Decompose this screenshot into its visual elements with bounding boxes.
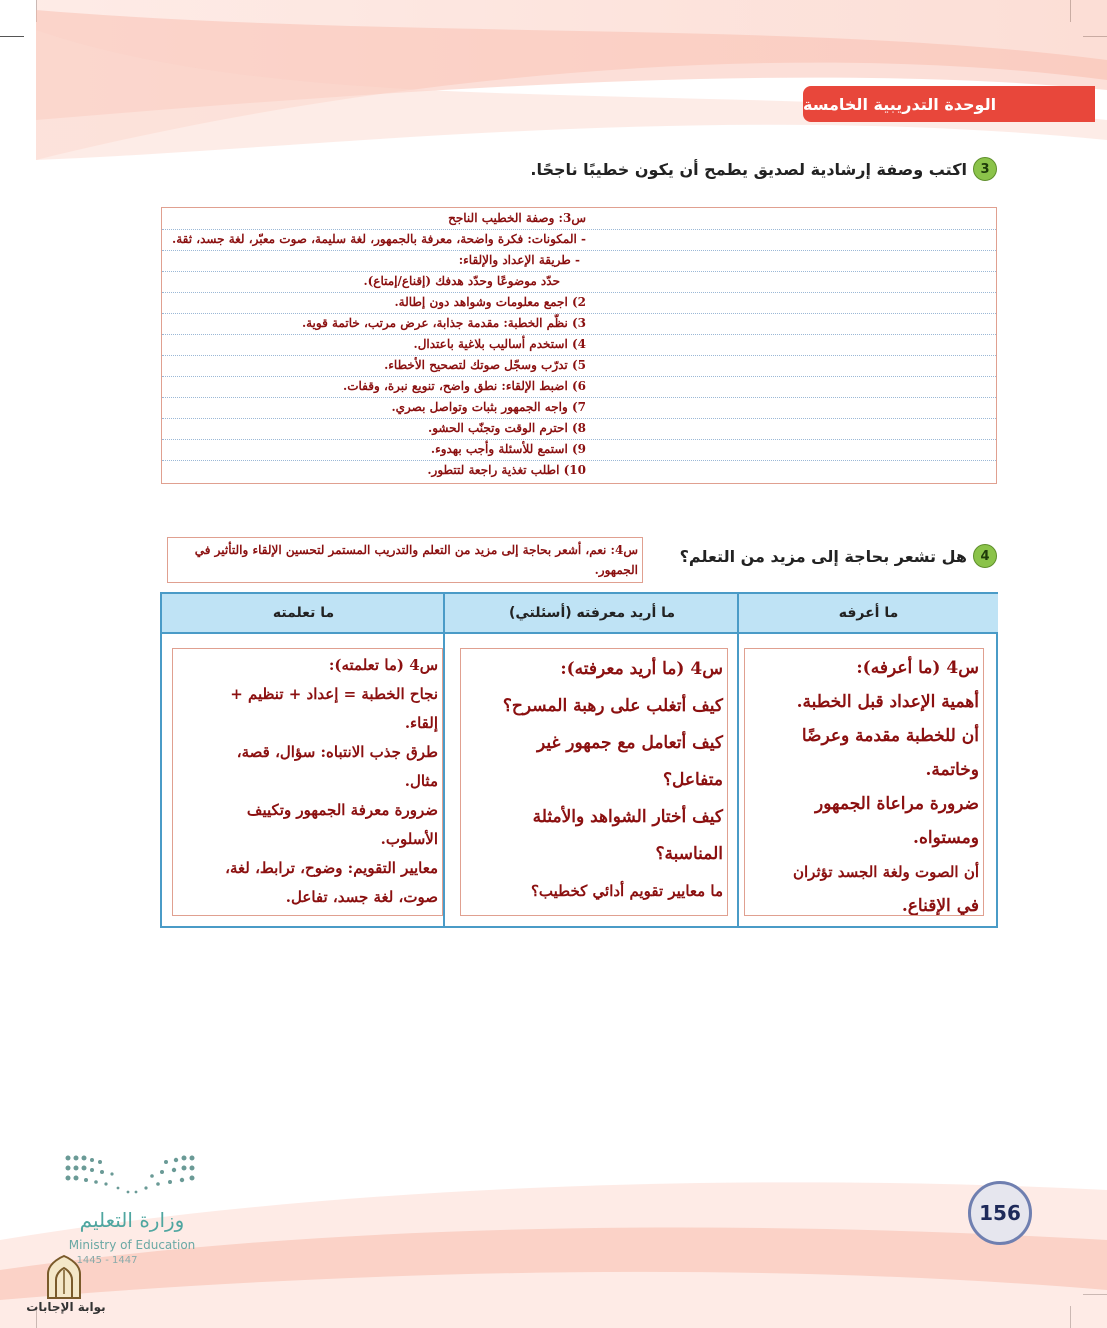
cell-line: نجاح الخطبة = إعداد + تنظيم + [230, 685, 438, 703]
cell-line: س4 (ما أريد معرفته): [560, 659, 723, 679]
portal-mosque-icon [44, 1254, 84, 1300]
ministry-logo-dots [62, 1152, 202, 1198]
question-3 [530, 157, 997, 181]
kwl-header-label: ما تعلمته [272, 605, 335, 621]
answer-line: - طريقة الإعداد والإلقاء: [162, 250, 996, 272]
ministry-name-english: Ministry of Education [68, 1238, 196, 1252]
cell-line: الأسلوب. [380, 830, 438, 848]
ministry-name-arabic: وزارة التعليم [79, 1208, 185, 1232]
question-3-answer-box [161, 207, 997, 484]
cell-line: معايير التقويم: وضوح، ترابط، لغة، [225, 859, 438, 877]
question-4-answer-box [167, 537, 643, 583]
cell-line: إلقاء. [404, 714, 438, 732]
kwl-header-know [739, 594, 998, 634]
cell-line: وخاتمة. [925, 760, 979, 780]
answer-line: 8) احترم الوقت وتجنّب الحشو. [162, 418, 996, 440]
cell-line: في الإقناع. [901, 896, 979, 916]
answer-line: حدّد موضوعًا وحدّد هدفك (إقناع/إمتاع). [162, 271, 996, 293]
kwl-table [160, 592, 998, 928]
cell-line: ضرورة معرفة الجمهور وتكييف [246, 801, 438, 819]
question-number-badge: 4 [973, 544, 997, 568]
cell-line: كيف أتغلب على رهبة المسرح؟ [502, 696, 723, 716]
question-4 [680, 544, 997, 568]
cell-line: أن الصوت ولغة الجسد تؤثران [792, 863, 979, 881]
cell-line: أهمية الإعداد قبل الخطبة. [796, 692, 979, 712]
question-text: هل تشعر بحاجة إلى مزيد من التعلم؟ [679, 546, 967, 566]
unit-title-banner [803, 86, 1095, 122]
answer-line: 2) اجمع معلومات وشواهد دون إطالة. [162, 292, 996, 314]
column-divider [443, 594, 445, 926]
kwl-cell-learned [172, 648, 443, 916]
cell-line: متفاعل؟ [662, 770, 723, 790]
ministry-years: 1445 - 1447 [76, 1255, 138, 1266]
cell-line: طرق جذب الانتباه: سؤال، قصة، [236, 743, 438, 761]
cell-line: أن للخطبة مقدمة وعرضًا [801, 726, 979, 746]
kwl-cell-know [744, 648, 984, 916]
kwl-cell-want [460, 648, 728, 916]
answer-line: - المكونات: فكرة واضحة، معرفة بالجمهور، لغة سليمة، صوت معبّر، لغة جسد، ثقة. [162, 229, 996, 251]
question-number-badge: 3 [973, 157, 997, 181]
answer-line: 4) استخدم أساليب بلاغية باعتدال. [162, 334, 996, 356]
cell-line: كيف أتعامل مع جمهور غير [536, 733, 723, 753]
answer-line: 5) تدرّب وسجّل صوتك لتصحيح الأخطاء. [162, 355, 996, 377]
cell-line: ما معايير تقويم أدائي كخطيب؟ [530, 882, 723, 900]
cell-line: س4 (ما أعرفه): [856, 658, 979, 678]
question-text: اكتب وصفة إرشادية لصديق يطمح أن يكون خطيبًا ناجحًا. [530, 159, 967, 179]
cell-line: س4 (ما تعلمته): [328, 656, 438, 674]
cell-line: صوت، لغة جسد، تفاعل. [285, 888, 438, 906]
kwl-header-label: ما أعرفه [838, 605, 899, 621]
cell-line: ومستواه. [913, 828, 979, 848]
cell-line: ضرورة مراعاة الجمهور [815, 794, 979, 814]
unit-title: الوحدة التدريبية الخامسة [803, 94, 997, 114]
column-divider [737, 594, 739, 926]
kwl-header-label: ما أريد معرفته (أسئلتي) [508, 605, 676, 621]
cell-line: مثال. [404, 772, 438, 790]
answer-line: 9) استمع للأسئلة وأجب بهدوء. [162, 439, 996, 461]
answer-line: 10) اطلب تغذية راجعة لتتطور. [427, 463, 586, 477]
page-number-badge [968, 1181, 1032, 1245]
answer-line: 3) نظّم الخطبة: مقدمة جذابة، عرض مرتب، خاتمة قوية. [162, 313, 996, 335]
cell-line: كيف أختار الشواهد والأمثلة [532, 807, 723, 827]
answer-line: 7) واجه الجمهور بثبات وتواصل بصري. [162, 397, 996, 419]
kwl-header-want [445, 594, 739, 634]
portal-name: بوابة الإجابات [26, 1300, 106, 1314]
page-number: 156 [979, 1201, 1021, 1225]
answer-line: س3: وصفة الخطيب الناجح [162, 208, 996, 230]
question-4-answer-text: س4: نعم، أشعر بحاجة إلى مزيد من التعلم والتدريب المستمر لتحسين الإلقاء والتأثير في الجمهور. [194, 543, 638, 577]
cell-line: المناسبة؟ [655, 844, 723, 864]
answer-line: 6) اضبط الإلقاء: نطق واضح، تنويع نبرة، وقفات. [162, 376, 996, 398]
kwl-header-learned [162, 594, 445, 634]
